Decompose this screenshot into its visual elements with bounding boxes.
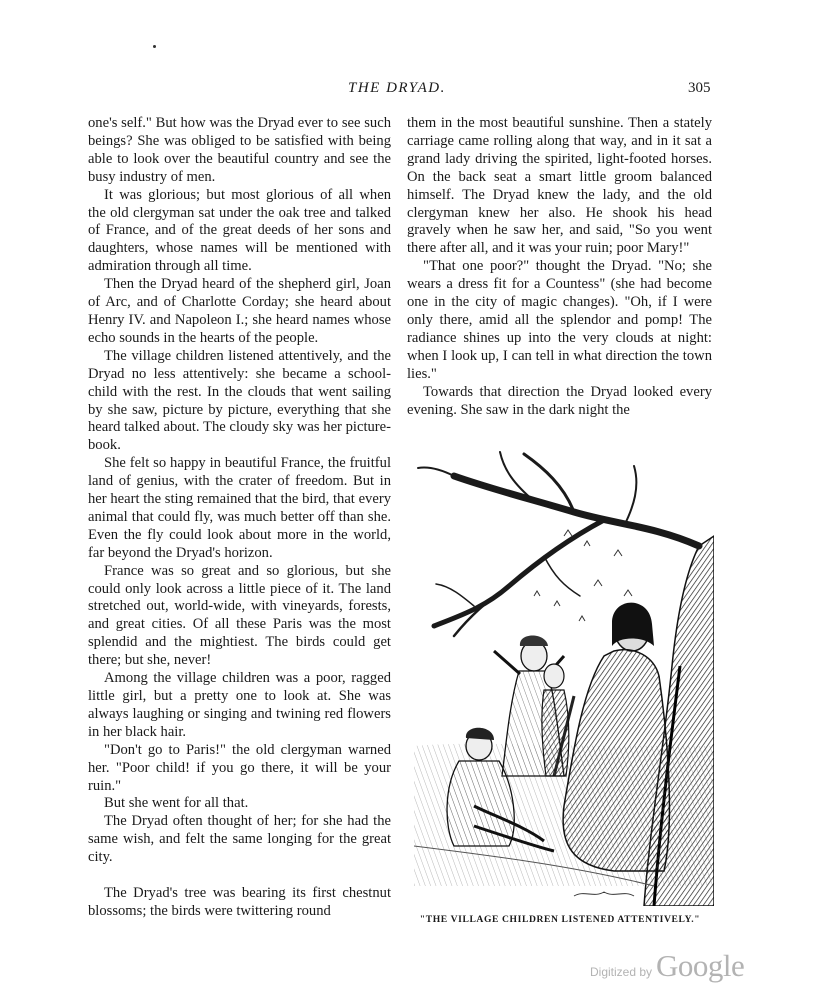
paragraph: But she went for all that. — [104, 795, 249, 812]
paragraph: It was glorious; but most glorious of all when the old clergyman sat under the oak tree and talked of France, and of the great deeds of her sons and daughters, whose names will be mentioned with admiration through all time. — [88, 186, 391, 275]
paragraph: "That one poor?" thought the Dryad. "No; she wears a dress fit for a Countess" (she had become one in the city of magic changes). "Oh, if I were only there, amid all the splendor and pomp! The radiance shines up into the very clouds at night: when I look up, I can tell in what direction the town lies." — [407, 258, 712, 382]
digitized-watermark — [590, 948, 744, 984]
paragraph: The Dryad often thought of her; for she had the same wish, and felt the same longing for the great city. — [88, 813, 391, 866]
paragraph: Among the village children was a poor, ragged little girl, but a pretty one to look at. She was always laughing or singing and twining red flowers in her black hair. — [88, 670, 391, 740]
clergyman-figure — [554, 603, 669, 871]
running-title: THE DRYAD. — [348, 80, 446, 96]
engraving-illustration — [414, 446, 714, 906]
paragraph: The Dryad's tree was bearing its first chestnut blossoms; the birds were twittering round — [88, 885, 391, 919]
ink-speck — [153, 45, 156, 48]
tree-branches — [418, 452, 699, 636]
paragraph: Towards that direction the Dryad looked every evening. She saw in the dark night the — [407, 383, 712, 418]
watermark-prefix: Digitized by — [590, 965, 653, 979]
artist-signature — [574, 892, 634, 896]
page-header — [0, 80, 832, 100]
foliage-marks — [534, 530, 632, 621]
small-boy-figure — [542, 664, 569, 776]
paragraph: them in the most beautiful sunshine. Then a stately carriage came rolling along that way, and in it sat a grand lady driving the spirited, light-footed horses. On the back seat a smart little groom balanced himself. The Dryad knew the lady, and the old clergyman knew her also. He shook his head gravely when he saw her, and said, "So you went there after all, and it was your ruin; poor Mary!" — [407, 115, 712, 257]
illustration-caption: "THE VILLAGE CHILDREN LISTENED ATTENTIVELY." — [419, 914, 701, 925]
page-number: 305 — [688, 80, 711, 96]
paragraph: "Don't go to Paris!" the old clergyman warned her. "Poor child! if you go there, it will be your ruin." — [88, 741, 391, 794]
paragraph: Then the Dryad heard of the shepherd girl, Joan of Arc, and of Charlotte Corday; she heard about Henry IV. and Napoleon I.; she heard names whose echo sounds in the hearts of the people. — [88, 276, 391, 346]
paragraph: France was so great and so glorious, but she could only look across a little piece of it. The land stretched out, world-wide, with vineyards, forests, and great cities. Of all these Paris was the most splendid and the mightiest. The birds could get there; but she, never! — [88, 562, 391, 669]
paragraph: The village children listened attentively, and the Dryad no less attentively: she became a school-child with the rest. In the clouds that went sailing by she saw, picture by picture, everything that she heard talked about. The cloudy sky was her picture-book. — [88, 347, 391, 454]
google-logo: Google — [656, 948, 745, 983]
paragraph: one's self." But how was the Dryad ever to see such beings? She was obliged to be satisfied with being able to look over the beautiful country and see the busy industry of men. — [88, 115, 391, 185]
left-text-column — [88, 115, 391, 921]
paragraph: She felt so happy in beautiful France, the fruitful land of genius, with the crater of freedom. But in her heart the sting remained that the bird, that every animal that could fly, was much better off than she. Even the fly could look about more in the world, far beyond the Dryad's horizon. — [88, 455, 391, 561]
right-text-column — [407, 115, 712, 419]
